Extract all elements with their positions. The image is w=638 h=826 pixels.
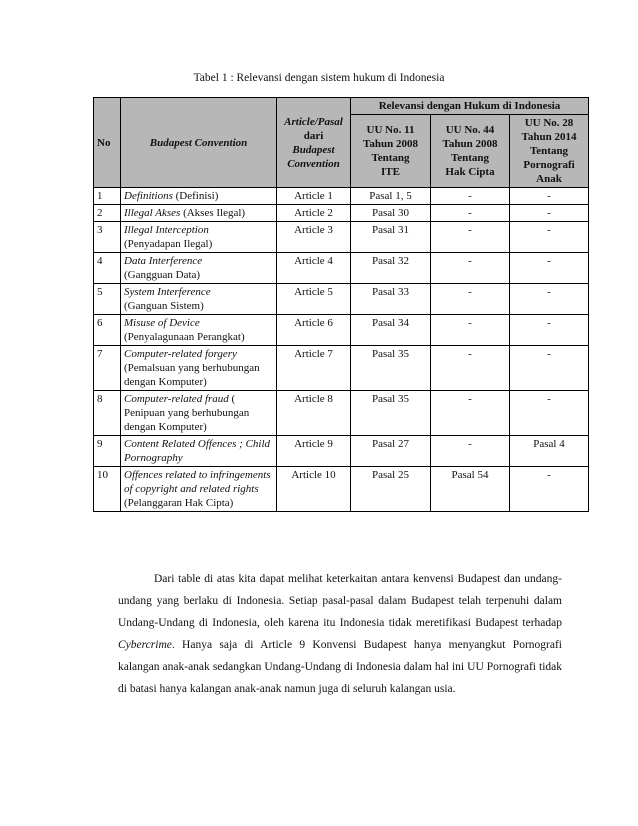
cell-article: Article 5 <box>277 284 351 315</box>
cell-convention <box>121 284 277 315</box>
convention-name: Content Related Offences ; Child Pornography <box>124 438 271 464</box>
convention-name: Definitions <box>124 190 173 202</box>
cell-article: Article 3 <box>277 222 351 253</box>
header-uu-ite-line: ITE <box>381 166 400 178</box>
table-row <box>94 188 589 205</box>
header-uu-ite-line: UU No. 11 <box>366 124 415 136</box>
header-uu-hak-cipta <box>431 115 510 188</box>
cell-uu-ite: Pasal 34 <box>351 315 431 346</box>
cell-no: 1 <box>94 188 121 205</box>
cell-uu-pornografi: - <box>510 391 589 436</box>
convention-name: Computer-related forgery <box>124 348 237 360</box>
cell-uu-pornografi: - <box>510 222 589 253</box>
convention-translation: (Penyalagunaan Perangkat) <box>124 331 245 343</box>
cell-no: 3 <box>94 222 121 253</box>
cell-convention <box>121 391 277 436</box>
cell-no: 6 <box>94 315 121 346</box>
cell-article: Article 10 <box>277 467 351 512</box>
cell-no: 5 <box>94 284 121 315</box>
table-row <box>94 253 589 284</box>
cell-uu-ite: Pasal 27 <box>351 436 431 467</box>
header-article-line3: Budapest <box>292 143 335 156</box>
cell-article: Article 2 <box>277 205 351 222</box>
cell-uu-ite: Pasal 33 <box>351 284 431 315</box>
header-uu-ite <box>351 115 431 188</box>
cell-article: Article 1 <box>277 188 351 205</box>
convention-translation: (Akses Ilegal) <box>180 207 246 219</box>
convention-name: System Interference <box>124 286 211 298</box>
paragraph-text-2: . Hanya saja di Article 9 Konvensi Budapest hanya menyangkut Pornografi kalangan anak-anak sedangkan Undang-Undang di Indonesia dalam hal ini UU Pornografi tidak di batasi hanya kalangan anak-anak namun juga di seluruh kalangan usia. <box>118 639 562 695</box>
cell-article: Article 7 <box>277 346 351 391</box>
body-paragraph <box>118 568 562 700</box>
table-row <box>94 467 589 512</box>
table-row <box>94 284 589 315</box>
convention-translation: (Definisi) <box>172 190 219 202</box>
convention-translation: (Penyadapan Ilegal) <box>124 238 213 250</box>
cell-no: 8 <box>94 391 121 436</box>
table-row <box>94 315 589 346</box>
convention-translation: (Gangguan Data) <box>124 269 201 281</box>
cell-uu-pornografi: - <box>510 467 589 512</box>
cell-uu-hak-cipta: - <box>431 205 510 222</box>
cell-uu-hak-cipta: - <box>431 222 510 253</box>
cell-uu-hak-cipta: - <box>431 346 510 391</box>
cell-uu-pornografi: - <box>510 253 589 284</box>
cell-uu-ite: Pasal 31 <box>351 222 431 253</box>
cell-article: Article 9 <box>277 436 351 467</box>
cell-uu-ite: Pasal 1, 5 <box>351 188 431 205</box>
cell-convention <box>121 436 277 467</box>
convention-name: Illegal Akses <box>124 207 181 219</box>
cell-uu-hak-cipta: - <box>431 391 510 436</box>
convention-translation: (Pelanggaran Hak Cipta) <box>124 497 234 509</box>
convention-translation: (Ganguan Sistem) <box>124 300 204 312</box>
convention-name: Illegal Interception <box>124 224 209 236</box>
cell-uu-ite: Pasal 30 <box>351 205 431 222</box>
cell-convention <box>121 315 277 346</box>
header-uu-hak-cipta-line: UU No. 44 <box>445 124 495 136</box>
header-uu-pornografi <box>510 115 589 188</box>
cell-uu-pornografi: - <box>510 346 589 391</box>
cell-convention <box>121 346 277 391</box>
cell-no: 4 <box>94 253 121 284</box>
header-no: No <box>94 98 121 188</box>
convention-name: Offences related to infringements of copyright and related rights <box>124 469 271 495</box>
cell-uu-pornografi: - <box>510 205 589 222</box>
cell-convention <box>121 222 277 253</box>
convention-translation: (Pemalsuan yang berhubungan dengan Komputer) <box>124 362 260 388</box>
table-row <box>94 391 589 436</box>
header-uu-hak-cipta-line: Hak Cipta <box>445 166 495 178</box>
cell-uu-hak-cipta: - <box>431 315 510 346</box>
header-uu-hak-cipta-line: Tentang <box>450 152 490 164</box>
cell-uu-ite: Pasal 32 <box>351 253 431 284</box>
table-caption: Tabel 1 : Relevansi dengan sistem hukum di Indonesia <box>193 72 445 84</box>
header-uu-pornografi-line: Tahun 2014 <box>521 131 577 143</box>
cell-article: Article 6 <box>277 315 351 346</box>
cell-convention <box>121 205 277 222</box>
cell-article: Article 8 <box>277 391 351 436</box>
header-article-line4: Convention <box>287 157 340 170</box>
header-article-line1: Article/Pasal <box>284 115 343 128</box>
paragraph-text-1: Dari table di atas kita dapat melihat keterkaitan antara kenvensi Budapest dan undang-undang yang berlaku di Indonesia. Setiap pasal-pasal dalam Budapest telah terpenuhi dalam Undang-Undang di Indonesia, oleh karena itu Indonesia tidak meretifikasi Budapest terhadap <box>118 573 562 629</box>
cell-uu-ite: Pasal 25 <box>351 467 431 512</box>
table-row <box>94 222 589 253</box>
cell-uu-hak-cipta: - <box>431 436 510 467</box>
convention-name: Misuse of Device <box>124 317 200 329</box>
relevance-table <box>93 97 589 512</box>
cell-convention <box>121 467 277 512</box>
cell-article: Article 4 <box>277 253 351 284</box>
cell-no: 10 <box>94 467 121 512</box>
cell-uu-ite: Pasal 35 <box>351 346 431 391</box>
cell-uu-hak-cipta: Pasal 54 <box>431 467 510 512</box>
convention-name: Data Interference <box>124 255 203 267</box>
cell-convention <box>121 253 277 284</box>
cell-no: 7 <box>94 346 121 391</box>
cell-uu-ite: Pasal 35 <box>351 391 431 436</box>
convention-translation: ( Penipuan yang berhubungan dengan Komputer) <box>124 393 250 433</box>
header-article-line2: dari <box>303 129 324 142</box>
table-row <box>94 436 589 467</box>
table-row <box>94 205 589 222</box>
table-row <box>94 346 589 391</box>
cell-no: 9 <box>94 436 121 467</box>
cell-uu-hak-cipta: - <box>431 253 510 284</box>
header-uu-pornografi-line: UU No. 28 <box>524 117 574 129</box>
cell-uu-pornografi: Pasal 4 <box>510 436 589 467</box>
cell-no: 2 <box>94 205 121 222</box>
header-uu-pornografi-line: Anak <box>536 173 562 185</box>
header-relevance-group: Relevansi dengan Hukum di Indonesia <box>351 98 589 115</box>
header-uu-ite-line: Tentang <box>371 152 410 164</box>
header-article <box>277 98 351 188</box>
header-uu-pornografi-line: Tentang <box>529 145 569 157</box>
header-uu-pornografi-line: Pornografi <box>523 159 575 171</box>
cell-uu-pornografi: - <box>510 284 589 315</box>
cell-uu-pornografi: - <box>510 188 589 205</box>
paragraph-italic-term: Cybercrime <box>118 639 172 651</box>
cell-uu-pornografi: - <box>510 315 589 346</box>
cell-convention <box>121 188 277 205</box>
cell-uu-hak-cipta: - <box>431 188 510 205</box>
cell-uu-hak-cipta: - <box>431 284 510 315</box>
header-uu-ite-line: Tahun 2008 <box>363 138 418 150</box>
header-convention: Budapest Convention <box>121 98 277 188</box>
header-uu-hak-cipta-line: Tahun 2008 <box>442 138 498 150</box>
convention-name: Computer-related fraud <box>124 393 229 405</box>
